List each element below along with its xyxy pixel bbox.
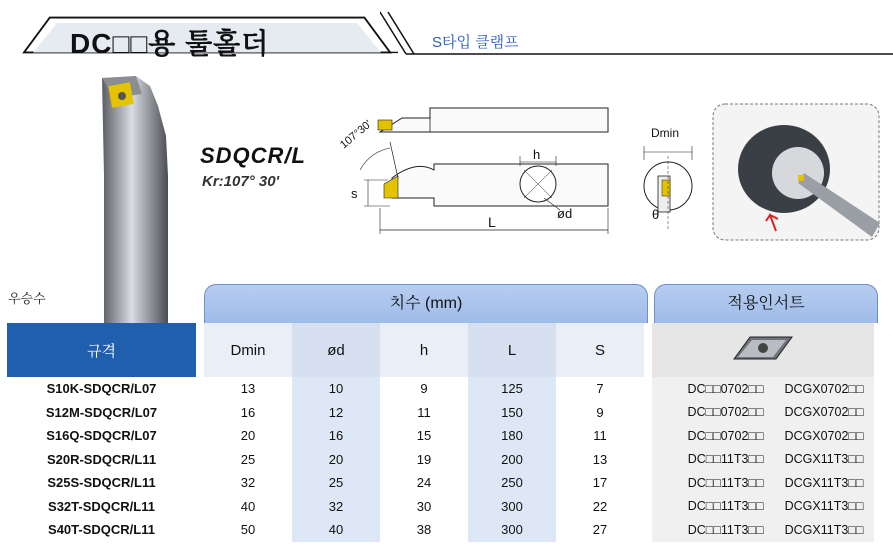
- s-label: s: [351, 186, 358, 201]
- insert-code-b: DCGX0702□□: [784, 381, 864, 396]
- d-cell: 12: [292, 401, 380, 425]
- dmin-cell: 32: [204, 471, 292, 495]
- angle-label: 107°30': [338, 118, 375, 152]
- dmin-cell: 16: [204, 401, 292, 425]
- insert-code-b: DCGX11T3□□: [784, 452, 864, 467]
- insert-cell: [652, 424, 874, 448]
- gap-cell: [644, 401, 652, 425]
- table-row: [7, 401, 874, 425]
- gap-cell: [644, 518, 652, 542]
- model-name: SDQCR/L: [200, 143, 306, 168]
- dmin-cell: 20: [204, 424, 292, 448]
- page-subtitle: S타입 클램프: [432, 34, 519, 51]
- theta-label: θ: [652, 207, 660, 222]
- side-label: 우승수: [8, 291, 46, 306]
- page-title: DC□□용 툴홀더: [70, 28, 270, 59]
- table-row: [7, 495, 874, 519]
- h-cell: 24: [380, 471, 468, 495]
- l-cell: 250: [468, 471, 556, 495]
- l-cell: 200: [468, 448, 556, 472]
- d-cell: 10: [292, 377, 380, 401]
- insert-cell: [652, 495, 874, 519]
- header-dmin: Dmin: [204, 323, 292, 377]
- l-label: L: [488, 214, 496, 230]
- dmin-detail-drawing: [640, 136, 700, 232]
- header-s: S: [556, 323, 644, 377]
- h-cell: 19: [380, 448, 468, 472]
- table-row: [7, 424, 874, 448]
- header-insert-image: [652, 323, 874, 377]
- h-label: h: [533, 147, 541, 162]
- h-cell: 30: [380, 495, 468, 519]
- d-cell: 16: [292, 424, 380, 448]
- dmin-cell: 40: [204, 495, 292, 519]
- spec-cell: S12M-SDQCR/L07: [45, 404, 158, 420]
- gap-cell: [196, 471, 204, 495]
- technical-drawing: [330, 100, 620, 240]
- table-row: [7, 448, 874, 472]
- insert-cell: [652, 518, 874, 542]
- insert-code-a: DC□□0702□□: [687, 428, 764, 443]
- l-cell: 180: [468, 424, 556, 448]
- l-cell: 300: [468, 518, 556, 542]
- machining-photo: [712, 103, 882, 243]
- insert-cell: [652, 448, 874, 472]
- s-cell: 11: [556, 424, 644, 448]
- group-header-dimensions: 치수 (mm): [204, 284, 648, 323]
- gap-cell: [196, 495, 204, 519]
- insert-cell: [652, 471, 874, 495]
- d-cell: 20: [292, 448, 380, 472]
- spec-cell: S20R-SDQCR/L11: [46, 451, 157, 467]
- spec-cell: S10K-SDQCR/L07: [46, 381, 157, 397]
- kr-angle: Kr:107° 30': [202, 173, 280, 190]
- table-row: [7, 471, 874, 495]
- gap-cell: [196, 424, 204, 448]
- insert-code-b: DCGX0702□□: [784, 428, 864, 443]
- header-l: L: [468, 323, 556, 377]
- insert-icon: [728, 331, 798, 365]
- spec-table: [7, 323, 874, 377]
- gap-cell: [196, 401, 204, 425]
- header-h: h: [380, 323, 468, 377]
- insert-code-a: DC□□0702□□: [687, 405, 764, 420]
- dmin-cell: 50: [204, 518, 292, 542]
- s-cell: 7: [556, 377, 644, 401]
- spec-cell: S32T-SDQCR/L11: [48, 498, 155, 514]
- d-cell: 25: [292, 471, 380, 495]
- s-cell: 9: [556, 401, 644, 425]
- insert-code-b: DCGX11T3□□: [784, 522, 864, 537]
- gap-cell: [644, 448, 652, 472]
- header-gap: [196, 323, 204, 377]
- dmin-cell: 25: [204, 448, 292, 472]
- insert-code-a: DC□□11T3□□: [687, 452, 764, 467]
- gap-cell: [196, 448, 204, 472]
- insert-code-a: DC□□11T3□□: [687, 499, 764, 514]
- tool-holder-image: [96, 76, 196, 326]
- insert-cell: [652, 401, 874, 425]
- h-cell: 38: [380, 518, 468, 542]
- group-header-insert: 적용인서트: [654, 284, 878, 323]
- table-header-row: [7, 323, 874, 377]
- spec-cell: S25S-SDQCR/L11: [47, 475, 156, 491]
- l-cell: 300: [468, 495, 556, 519]
- dmin-label: Dmin: [651, 126, 680, 140]
- gap-cell: [644, 377, 652, 401]
- h-cell: 15: [380, 424, 468, 448]
- s-cell: 27: [556, 518, 644, 542]
- insert-code-b: DCGX11T3□□: [784, 475, 864, 490]
- insert-code-a: DC□□0702□□: [687, 381, 764, 396]
- h-cell: 9: [380, 377, 468, 401]
- header-d: ød: [292, 323, 380, 377]
- l-cell: 150: [468, 401, 556, 425]
- dmin-cell: 13: [204, 377, 292, 401]
- gap-cell: [644, 495, 652, 519]
- header-spec: 규격: [7, 323, 196, 377]
- spec-cell: S40T-SDQCR/L11: [48, 522, 155, 538]
- gap-cell: [196, 377, 204, 401]
- s-cell: 13: [556, 448, 644, 472]
- insert-cell: [652, 377, 874, 401]
- insert-code-b: DCGX11T3□□: [784, 499, 864, 514]
- l-cell: 125: [468, 377, 556, 401]
- insert-code-a: DC□□11T3□□: [687, 522, 764, 537]
- d-cell: 32: [292, 495, 380, 519]
- s-cell: 17: [556, 471, 644, 495]
- s-cell: 22: [556, 495, 644, 519]
- d-label: ød: [557, 206, 573, 221]
- spec-table-body: [7, 377, 874, 542]
- gap-cell: [196, 518, 204, 542]
- d-cell: 40: [292, 518, 380, 542]
- h-cell: 11: [380, 401, 468, 425]
- gap-cell: [644, 424, 652, 448]
- header-gap2: [644, 323, 652, 377]
- gap-cell: [644, 471, 652, 495]
- table-row: [7, 518, 874, 542]
- insert-code-b: DCGX0702□□: [784, 405, 864, 420]
- spec-cell: S16Q-SDQCR/L07: [46, 428, 157, 444]
- insert-code-a: DC□□11T3□□: [687, 475, 764, 490]
- table-row: [7, 377, 874, 401]
